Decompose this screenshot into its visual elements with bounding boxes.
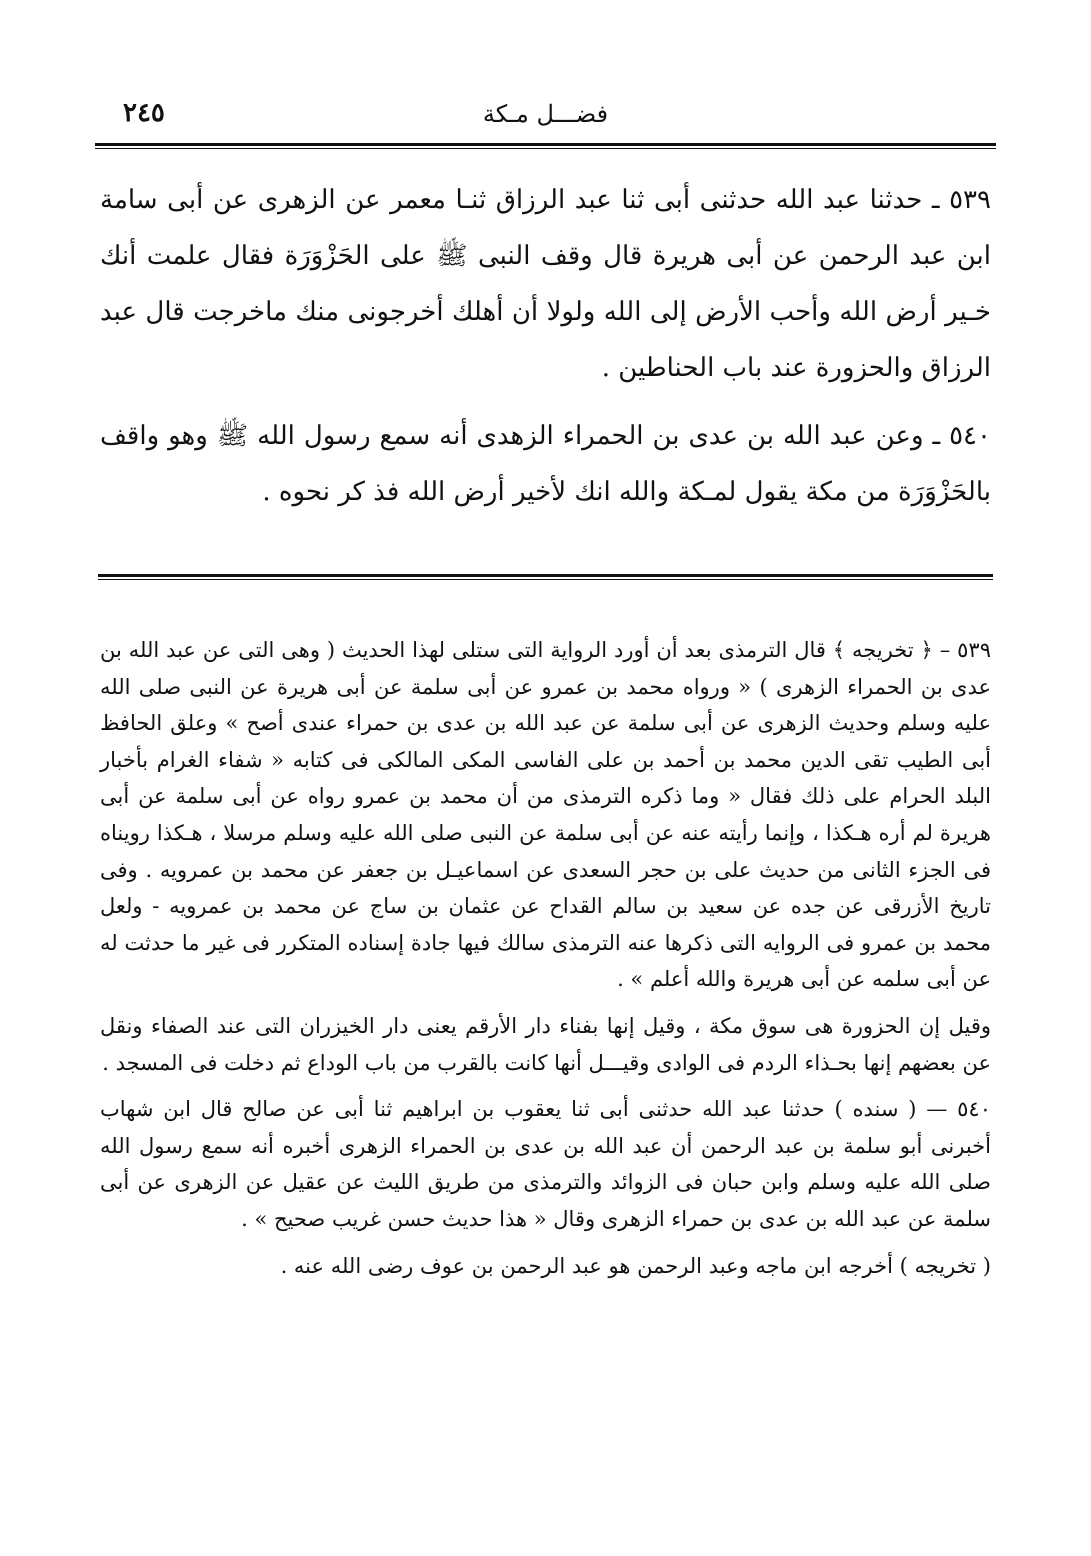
note-takhrij-540: ( تخريجه ) أخرجه ابن ماجه وعبد الرحمن هو عبد الرحمن بن عوف رضى الله عنه .: [280, 1253, 991, 1278]
note-takhrij-539: ٥٣٩ – ﴿ تخريجه ﴾ قال الترمذى بعد أن أورد الرواية التى ستلى لهذا الحديث ( وهى التى عن عبد الله بن عدى بن الحمراء الزهرى ) « ورواه محمد بن عمرو عن أبى سلمة عن أبى هريرة عن النبى صلى الله عليه وسلم وحديث الزهرى عن أبى سلمة عن عبد الله بن عدى بن حمراء عندى أصح » وعلق الحافظ أبى الطيب تقى الدين محمد بن أحمد بن على الفاسى المكى المالكى فى كتابه « شفاء الغرام بأخبار البلد الحرام على ذلك فقال « وما ذكره الترمذى من أن محمد بن عمرو رواه عن أبى سلمة عن أبى هريرة لم أره هـكذا ، وإنما رأيته عنه عن أبى سلمة عن النبى صلى الله عليه وسلم مرسلا ، هـكذا رويناه فى الجزء الثانى من حديث على بن حجر السعدى عن اسماعيـل بن جعفر عن محمد بن عمرويه . وفى تاريخ الأزرقى عن جده عن سعيد بن سالم القداح عن عثمان بن ساج عن محمد بن عمرويه - ولعل محمد بن عمرو فى الروايه التى ذكرها عنه الترمذى سالك فيها جادة إسناده المتكرر فى غير ما حدثت له عن أبى سلمه عن أبى هريرة والله أعلم » .: [100, 638, 991, 992]
page-number: ٢٤٥: [123, 98, 165, 128]
running-title: فضـــل مـكة: [482, 100, 609, 128]
note-hazwara: وقيل إن الحزورة هى سوق مكة ، وقيل إنها بفناء دار الأرقم يعنى دار الخيزران التى عند الصفاء ونقل عن بعضهم إنها بحـذاء الردم فى الوادى وقيـــل أنها كانت بالقرب من باب الوداع ثم دخلت فى المسجد .: [100, 1013, 991, 1075]
hadith-539: ٥٣٩ ـ حدثنا عبد الله حدثنى أبى ثنا عبد الرزاق ثنـا معمر عن الزهرى عن أبى سامة ابن عبد الرحمن عن أبى هريرة قال وقف النبى ﷺ على الحَزْوَرَة فقال علمت أنك خـير أرض الله وأحب الأرض إلى الله ولولا أن أهلك أخرجونى منك ماخرجت قال عبد الرزاق والحزورة عند باب الحناطين .: [100, 185, 991, 383]
note-sanad-540: ٥٤٠ — ( سنده ) حدثنا عبد الله حدثنى أبى ثنا يعقوب بن ابراهيم ثنا أبى عن صالح قال ابن شهاب أخبرنى أبو سلمة بن عبد الرحمن أن عبد الله بن عدى بن الحمراء الزهرى أخبره أنه سمع رسول الله صلى الله عليه وسلم وابن حبان فى الزوائد والترمذى من طريق الليث عن عقيل عن الزهرى عن أبى سلمة عن عبد الله بن عدى بن حمراء الزهرى وقال « هذا حديث حسن غريب صحيح » .: [100, 1097, 991, 1231]
footnote-separator: [98, 574, 993, 577]
main-text: [100, 172, 991, 520]
page-header: [95, 92, 996, 136]
footnote-separator-thin: [98, 579, 993, 580]
footnotes: [100, 632, 991, 1284]
header-rule-thin: [95, 148, 996, 149]
header-rule: [95, 143, 996, 146]
hadith-540: ٥٤٠ ـ وعن عبد الله بن عدى بن الحمراء الزهدى أنه سمع رسول الله ﷺ وهو واقف بالحَزْوَرَة من مكة يقول لمـكة والله انك لأخير أرض الله فذ كر نحوه .: [100, 421, 991, 507]
